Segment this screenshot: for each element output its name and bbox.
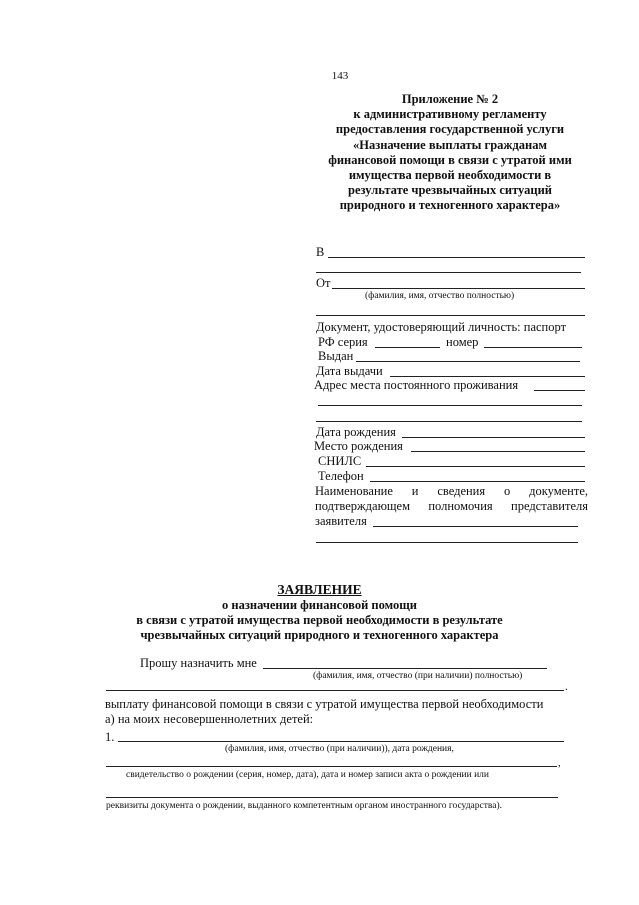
appendix-header bbox=[300, 92, 600, 214]
passport-number-field[interactable] bbox=[484, 347, 582, 348]
from-caption: (фамилия, имя, отчество полностью) bbox=[365, 291, 515, 301]
authority-word: и bbox=[411, 484, 419, 498]
authority-word: документе, bbox=[529, 484, 588, 498]
certificate-caption: свидетельство о рождении (серия, номер, дата), дата и номер записи акта о рождении или bbox=[126, 770, 489, 780]
issued-by-field[interactable] bbox=[356, 361, 580, 362]
appendix-line: предоставления государственной услуги bbox=[335, 122, 565, 137]
authority-word: полномочия bbox=[428, 499, 493, 513]
request-label: Прошу назначить мне bbox=[140, 656, 257, 670]
statement-heading: ЗАЯВЛЕНИЕ bbox=[277, 582, 362, 597]
applicant-field-line-2[interactable] bbox=[316, 542, 578, 543]
appendix-line: «Назначение выплаты гражданам bbox=[352, 137, 548, 152]
passport-number-label: номер bbox=[446, 335, 479, 349]
issue-date-label: Дата выдачи bbox=[316, 364, 383, 378]
authority-word: представителя bbox=[511, 499, 588, 513]
item-number: 1. bbox=[105, 730, 115, 744]
authority-word: сведения bbox=[437, 484, 486, 498]
from-field-line-2[interactable] bbox=[316, 315, 585, 316]
appendix-line: к административному регламенту bbox=[353, 107, 547, 122]
to-label: В bbox=[316, 245, 325, 259]
authority-document-line-1 bbox=[315, 484, 588, 499]
birth-date-label: Дата рождения bbox=[316, 425, 396, 439]
statement-subtitle-line: в связи с утратой имущества первой необходимости в результате bbox=[136, 613, 503, 627]
applicant-name-field[interactable] bbox=[263, 668, 547, 669]
from-label: От bbox=[316, 276, 331, 290]
address-field-line-3[interactable] bbox=[316, 421, 582, 422]
statement-subtitle-line: о назначении финансовой помощи bbox=[222, 598, 417, 612]
appendix-line: Приложение № 2 bbox=[401, 92, 499, 106]
address-label: Адрес места постоянного проживания bbox=[314, 378, 519, 392]
children-text: а) на моих несовершеннолетних детей: bbox=[105, 712, 314, 726]
snils-label: СНИЛС bbox=[318, 454, 362, 468]
applicant-field[interactable] bbox=[373, 526, 578, 527]
payment-text: выплату финансовой помощи в связи с утратой имущества первой необходимости bbox=[105, 697, 544, 711]
to-field-line-2[interactable] bbox=[316, 272, 581, 273]
applicant-name-caption: (фамилия, имя, отчество (при наличии) полностью) bbox=[313, 671, 523, 681]
appendix-line: имущества первой необходимости в bbox=[348, 168, 552, 183]
period-mark: . bbox=[565, 681, 568, 693]
authority-word: о bbox=[504, 484, 511, 498]
from-field[interactable] bbox=[332, 288, 585, 289]
page-number: 143 bbox=[331, 70, 349, 82]
foreign-document-caption: реквизиты документа о рождении, выданного компетентным органом иностранного государства). bbox=[106, 801, 502, 811]
issued-by-label: Выдан bbox=[318, 349, 354, 363]
authority-word: Наименование bbox=[315, 484, 393, 498]
comma-mark: , bbox=[558, 757, 561, 769]
birth-place-field[interactable] bbox=[411, 451, 585, 452]
address-field[interactable] bbox=[534, 390, 585, 391]
snils-field[interactable] bbox=[366, 466, 585, 467]
to-field[interactable] bbox=[328, 257, 585, 258]
phone-label: Телефон bbox=[318, 469, 364, 483]
certificate-field[interactable] bbox=[106, 797, 558, 798]
child-name-field[interactable] bbox=[118, 741, 564, 742]
applicant-name-field-line-2[interactable] bbox=[106, 690, 564, 691]
identity-document-label: Документ, удостоверяющий личность: паспорт bbox=[316, 320, 567, 334]
phone-field[interactable] bbox=[370, 481, 585, 482]
issue-date-field[interactable] bbox=[390, 376, 585, 377]
appendix-line: финансовой помощи в связи с утратой ими bbox=[328, 152, 572, 167]
child-name-caption: (фамилия, имя, отчество (при наличии)), дата рождения, bbox=[225, 744, 454, 754]
child-birth-field[interactable] bbox=[106, 766, 557, 767]
appendix-line: природного и техногенного характера» bbox=[339, 198, 561, 213]
birth-date-field[interactable] bbox=[402, 437, 585, 438]
birth-place-label: Место рождения bbox=[314, 439, 403, 453]
authority-word: подтверждающем bbox=[315, 499, 410, 513]
appendix-line: результате чрезвычайных ситуаций bbox=[348, 183, 552, 198]
statement-subtitle-line: чрезвычайных ситуаций природного и техногенного характера bbox=[140, 628, 499, 642]
applicant-label: заявителя bbox=[315, 514, 367, 528]
passport-series-label: РФ серия bbox=[318, 335, 368, 349]
address-field-line-2[interactable] bbox=[318, 405, 582, 406]
passport-series-field[interactable] bbox=[375, 347, 440, 348]
authority-document-line-2 bbox=[315, 499, 588, 514]
